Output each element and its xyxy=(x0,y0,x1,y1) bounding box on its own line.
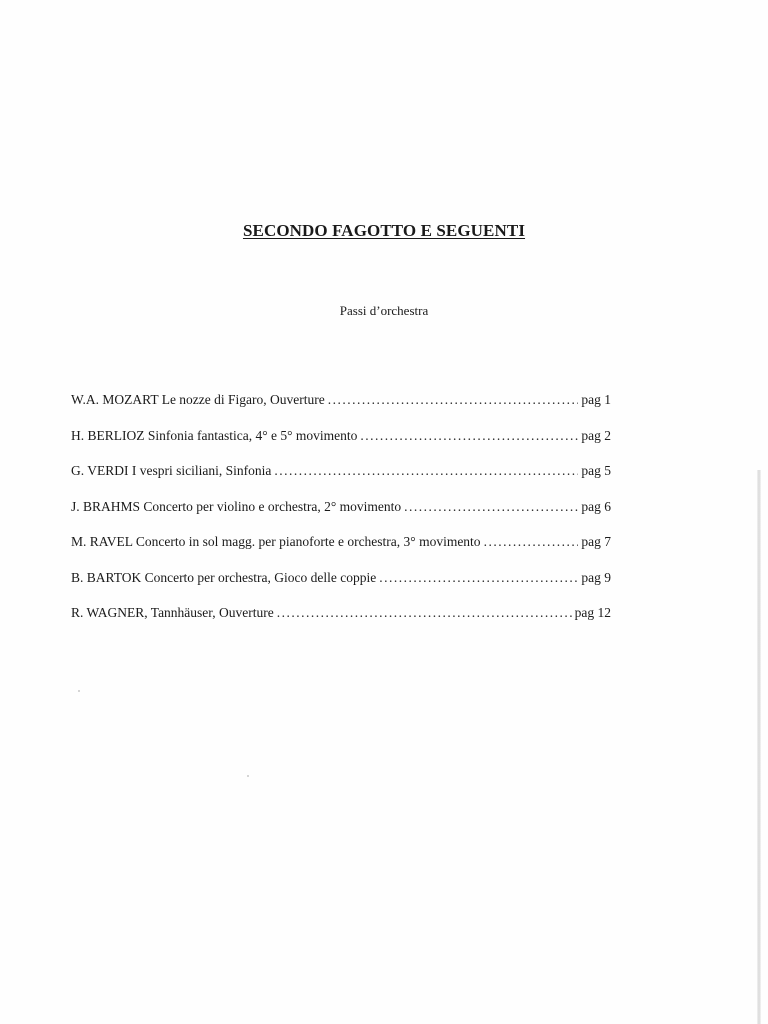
toc-entry-page: pag 5 xyxy=(581,463,611,478)
toc-leader-dots xyxy=(277,605,572,621)
toc-entry-text: W.A. MOZART Le nozze di Figaro, Ouverture xyxy=(71,392,325,407)
toc-entry-text: M. RAVEL Concerto in sol magg. per pianoforte e orchestra, 3° movimento xyxy=(71,534,481,549)
toc-entry xyxy=(71,499,611,535)
toc-leader-dots xyxy=(360,428,578,444)
toc-entry-text: J. BRAHMS Concerto per violino e orchestra, 2° movimento xyxy=(71,498,402,514)
toc-entry-text: B. BARTOK Concerto per orchestra, Gioco delle coppie xyxy=(71,569,377,585)
toc-entry xyxy=(71,534,611,570)
toc-leader-dots xyxy=(484,534,579,550)
toc-leader-dots xyxy=(404,499,578,515)
toc-entry xyxy=(71,570,611,606)
table-of-contents xyxy=(71,392,611,641)
scan-speck xyxy=(247,775,249,777)
toc-entry-text: R. WAGNER, Tannhäuser, Ouverture xyxy=(71,605,274,620)
toc-entry xyxy=(71,605,611,641)
toc-leader-dots xyxy=(328,392,579,408)
toc-entry xyxy=(71,392,611,428)
toc-entry xyxy=(71,463,611,499)
toc-entry-page: pag 7 xyxy=(581,534,611,549)
toc-entry-page: pag 1 xyxy=(581,392,611,407)
page-edge-shadow xyxy=(757,470,761,1024)
toc-entry-page: pag 2 xyxy=(581,427,611,443)
toc-entry-text: G. VERDI I vespri siciliani, Sinfonia xyxy=(71,463,272,478)
toc-entry-page: pag 9 xyxy=(581,569,611,585)
document-subtitle: Passi d’orchestra xyxy=(339,303,429,318)
toc-entry-text: H. BERLIOZ Sinfonia fantastica, 4° e 5° movimento xyxy=(71,427,358,443)
toc-entry-page: pag 12 xyxy=(574,605,611,620)
scan-speck xyxy=(78,690,80,692)
toc-entry-page: pag 6 xyxy=(581,498,611,514)
document-title: SECONDO FAGOTTO E SEGUENTI xyxy=(242,221,526,240)
toc-leader-dots xyxy=(379,570,578,586)
toc-entry xyxy=(71,428,611,464)
toc-leader-dots xyxy=(274,463,578,479)
